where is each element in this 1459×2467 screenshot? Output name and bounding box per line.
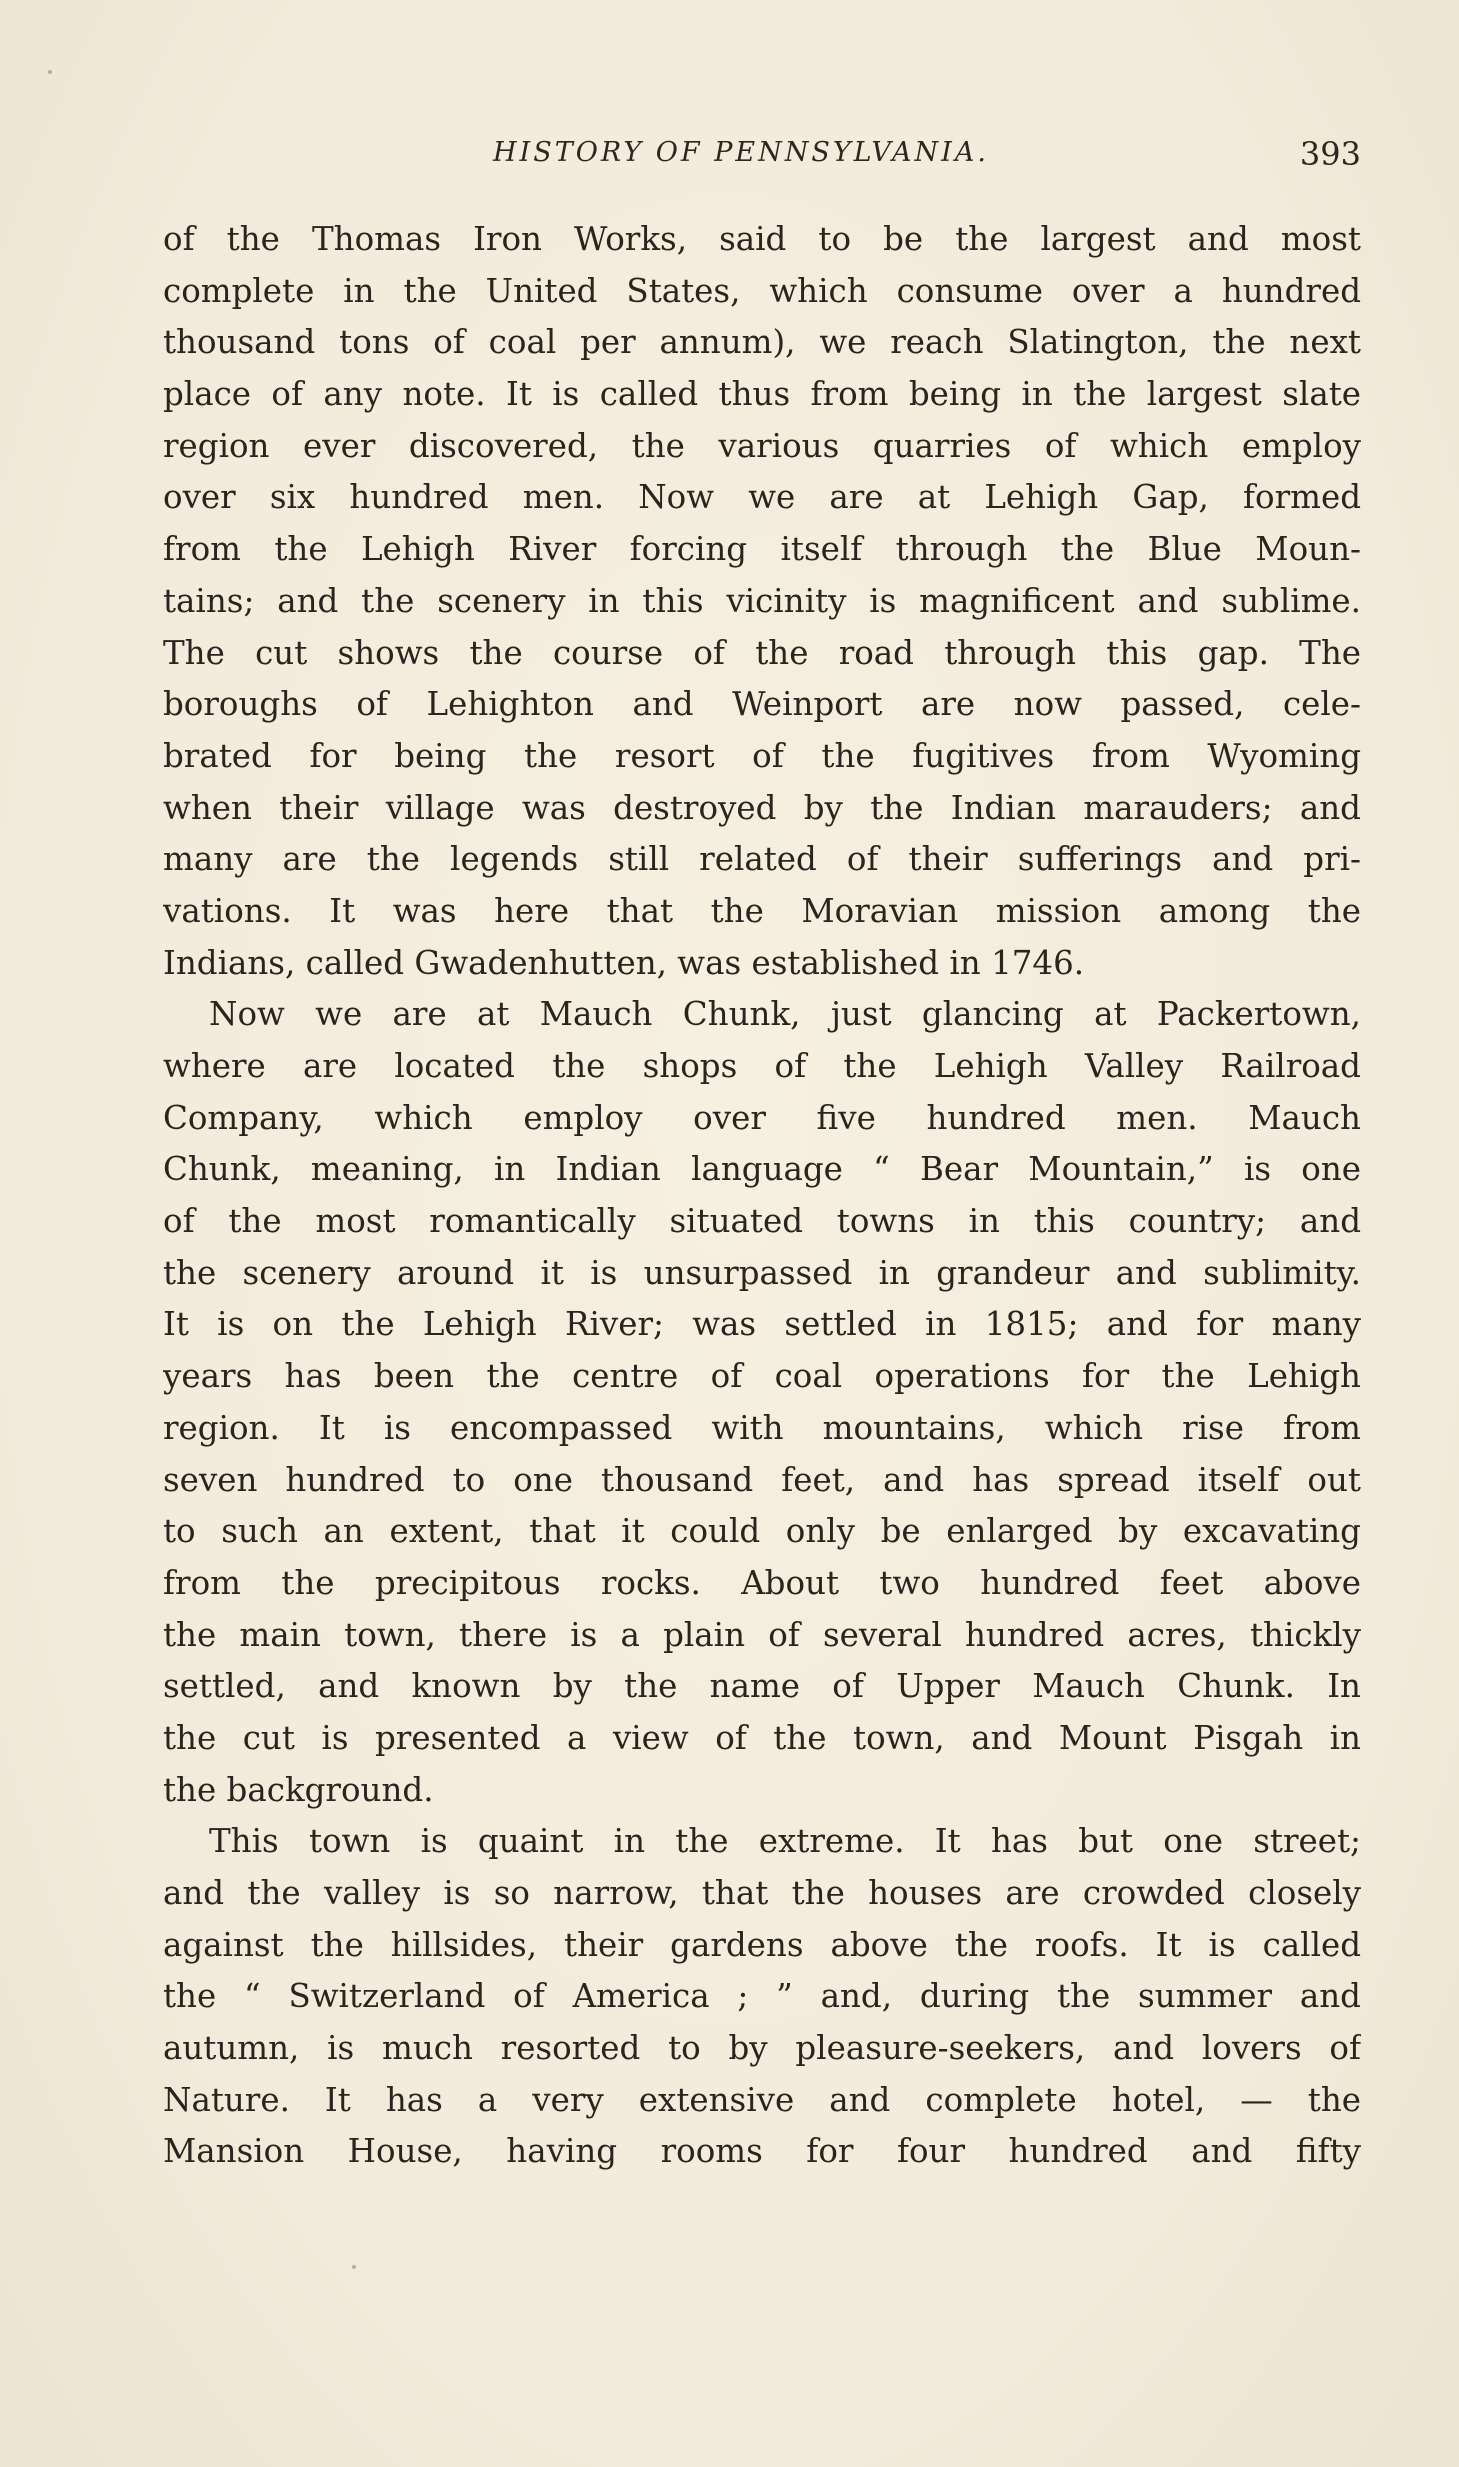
text-line: Company, which employ over five hundred men. Mauch (163, 1098, 1361, 1137)
text-line: autumn, is much resorted to by pleasure-seekers, and lovers of (163, 2029, 1361, 2068)
paragraph (163, 214, 1361, 989)
text-line: of the Thomas Iron Works, said to be the largest and most (163, 220, 1361, 258)
paper-speck (48, 70, 52, 74)
text-line: when their village was destroyed by the Indian marauders; and (163, 788, 1361, 827)
text-line: The cut shows the course of the road through this gap. The (163, 633, 1361, 672)
paper-speck (352, 2265, 356, 2269)
text-line: against the hillsides, their gardens above the roofs. It is called (163, 1925, 1361, 1964)
text-line: over six hundred men. Now we are at Lehigh Gap, formed (163, 478, 1361, 517)
text-line: where are located the shops of the Lehigh Valley Railroad (163, 1047, 1361, 1085)
text-line: thousand tons of coal per annum), we reach Slatington, the next (163, 323, 1361, 362)
text-line: It is on the Lehigh River; was settled in 1815; and for many (163, 1305, 1361, 1344)
text-line: brated for being the resort of the fugitives from Wyoming (163, 736, 1361, 775)
text-line: to such an extent, that it could only be enlarged by excavating (163, 1512, 1361, 1551)
text-line: and the valley is so narrow, that the houses are crowded closely (163, 1874, 1361, 1912)
text-line: Indians, called Gwadenhutten, was established in 1746. (163, 943, 1085, 982)
text-line: complete in the United States, which consume over a hundred (163, 271, 1361, 310)
text-line: Chunk, meaning, in Indian language “ Bear Mountain,” is one (163, 1150, 1361, 1189)
text-line: place of any note. It is called thus from being in the largest slate (163, 375, 1361, 414)
text-line: from the precipitous rocks. About two hundred feet above (163, 1563, 1361, 1602)
text-line: Mansion House, having rooms for four hundred and fifty (163, 2132, 1361, 2171)
text-line: the background. (163, 1770, 434, 1809)
text-line: boroughs of Lehighton and Weinport are now passed, cele- (163, 685, 1361, 724)
page-number: 393 (1299, 135, 1361, 173)
text-line: seven hundred to one thousand feet, and has spread itself out (163, 1460, 1361, 1499)
text-line: region. It is encompassed with mountains, which rise from (163, 1408, 1361, 1447)
text-line: the main town, there is a plain of several hundred acres, thickly (163, 1615, 1361, 1654)
text-line: many are the legends still related of their sufferings and pri- (163, 840, 1361, 879)
running-head (163, 135, 1361, 185)
paragraph (163, 1816, 1361, 2178)
text-line: tains; and the scenery in this vicinity is magnificent and sublime. (163, 581, 1361, 620)
text-line: This town is quaint in the extreme. It has but one street; (209, 1822, 1361, 1861)
text-line: settled, and known by the name of Upper Mauch Chunk. In (163, 1667, 1361, 1706)
text-line: the “ Switzerland of America ; ” and, during the summer and (163, 1977, 1361, 2016)
text-line: Now we are at Mauch Chunk, just glancing at Packertown, (209, 995, 1361, 1034)
text-line: region ever discovered, the various quarries of which employ (163, 426, 1361, 465)
text-line: of the most romantically situated towns in this country; and (163, 1202, 1361, 1241)
text-line: from the Lehigh River forcing itself through the Blue Moun- (163, 530, 1361, 569)
text-line: years has been the centre of coal operations for the Lehigh (163, 1357, 1361, 1396)
paragraph (163, 989, 1361, 1816)
text-line: the cut is presented a view of the town, and Mount Pisgah in (163, 1718, 1361, 1757)
text-line: the scenery around it is unsurpassed in grandeur and sublimity. (163, 1253, 1361, 1292)
running-title: HISTORY OF PENNSYLVANIA. (493, 137, 989, 168)
text-line: Nature. It has a very extensive and complete hotel, — the (163, 2080, 1361, 2119)
body-text (163, 214, 1361, 2178)
text-line: vations. It was here that the Moravian mission among the (163, 891, 1361, 930)
